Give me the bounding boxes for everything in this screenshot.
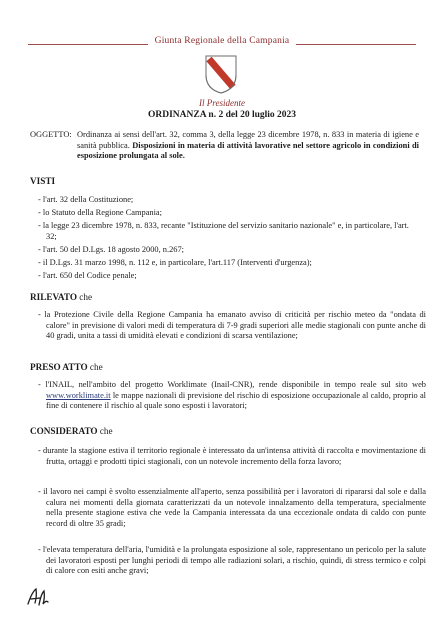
header-rule-right — [296, 44, 416, 45]
ordinance-title: ORDINANZA n. 2 del 20 luglio 2023 — [147, 110, 297, 120]
preso-atto-text — [38, 380, 426, 412]
considerato-heading-suffix: che — [99, 426, 113, 436]
visti-item: - l'art. 32 della Costituzione; — [38, 195, 134, 204]
considerato-item: - l'elevata temperatura dell'aria, l'umidità e la prolungata esposizione al sole, rappresentano un pericolo per la salute dei lavoratori esposti per lunghi periodi di tempo alle radiazioni solari, a rischio, quindi, di stress termico e colpi di calore con esiti anche gravi; — [38, 545, 426, 576]
preso-atto-heading-label: PRESO ATTO — [30, 362, 88, 372]
initials-signature-icon — [26, 586, 50, 608]
considerato-heading — [30, 426, 113, 436]
preso-atto-heading — [30, 362, 103, 372]
visti-item: - il D.Lgs. 31 marzo 1998, n. 112 e, in particolare, l'art.117 (Interventi d'urgenza); — [38, 257, 312, 267]
considerato-item: - il lavoro nei campi è svolto essenzialmente all'aperto, senza possibilità per i lavoratori di ripararsi dal sole e dalla calura nei momenti della giornata caratterizzati da un notevole innalzamento della temperatura, specialmente nella presente stagione estiva che vede la Campania interessata da una eccezionale ondata di caldo con punte record di oltre 35 gradi; — [38, 487, 426, 528]
rilevato-heading — [30, 292, 92, 302]
rilevato-heading-label: RILEVATO — [30, 292, 77, 302]
visti-heading: VISTI — [30, 176, 56, 186]
visti-item: - l'art. 650 del Codice penale; — [38, 271, 137, 281]
region-crest-icon — [203, 53, 239, 95]
rilevato-heading-suffix: che — [79, 292, 93, 302]
oggetto-text-normal: Ordinanza ai sensi dell'art. 32, comma 3, della legge 23 dicembre 1978, n. 833 in materia di igiene e sanità pubblica. — [77, 130, 419, 150]
visti-item: - la legge 23 dicembre 1978, n. 833, recante "Istituzione del servizio sanitario nazionale" e, in particolare, l'art. 32; — [38, 221, 409, 241]
considerato-heading-label: CONSIDERATO — [30, 426, 98, 436]
visti-item: - l'art. 50 del D.Lgs. 18 agosto 2000, n.267; — [38, 244, 184, 254]
visti-list — [38, 195, 418, 284]
institution-name: Giunta Regionale della Campania — [154, 36, 290, 46]
visti-item: - lo Statuto della Regione Campania; — [38, 208, 162, 218]
oggetto-text-bold: Disposizioni in materia di attività lavorative nel settore agricolo in condizioni di esposizione prolungata al sole. — [77, 140, 419, 161]
preso-atto-text-before: - l'INAIL, nell'ambito del progetto Worklimate (Inail-CNR), rende disponibile in tempo reale sul sito web — [38, 380, 426, 389]
oggetto-label: OGGETTO: — [30, 130, 72, 139]
worklimate-link[interactable]: www.worklimate.it — [46, 390, 111, 400]
oggetto-text — [77, 130, 419, 162]
considerato-item: - durante la stagione estiva il territorio regionale è interessato da un'intensa attività di raccolta e movimentazione di frutta, ortaggi e prodotti tipici stagionali, con un notevole incremento della forza lavoro; — [38, 446, 426, 466]
preso-atto-heading-suffix: che — [89, 362, 103, 372]
rilevato-text: - la Protezione Civile della Regione Campania ha emanato avviso di criticità per rischio meteo da "ondata di calore" in previsione di valori medi di temperatura di 7-9 gradi superiori alle medie stagionali con punte anche di 40 gradi, unita a tassi di umidità elevati e condizioni di scarsa ventilazione; — [38, 310, 426, 341]
preso-atto-text-after: le mappe nazionali di previsione del rischio di esposizione occupazionale al caldo, proprio al fine di contenere il rischio al quale sono esposti i lavoratori; — [46, 390, 426, 411]
office-label: Il Presidente — [199, 98, 245, 108]
